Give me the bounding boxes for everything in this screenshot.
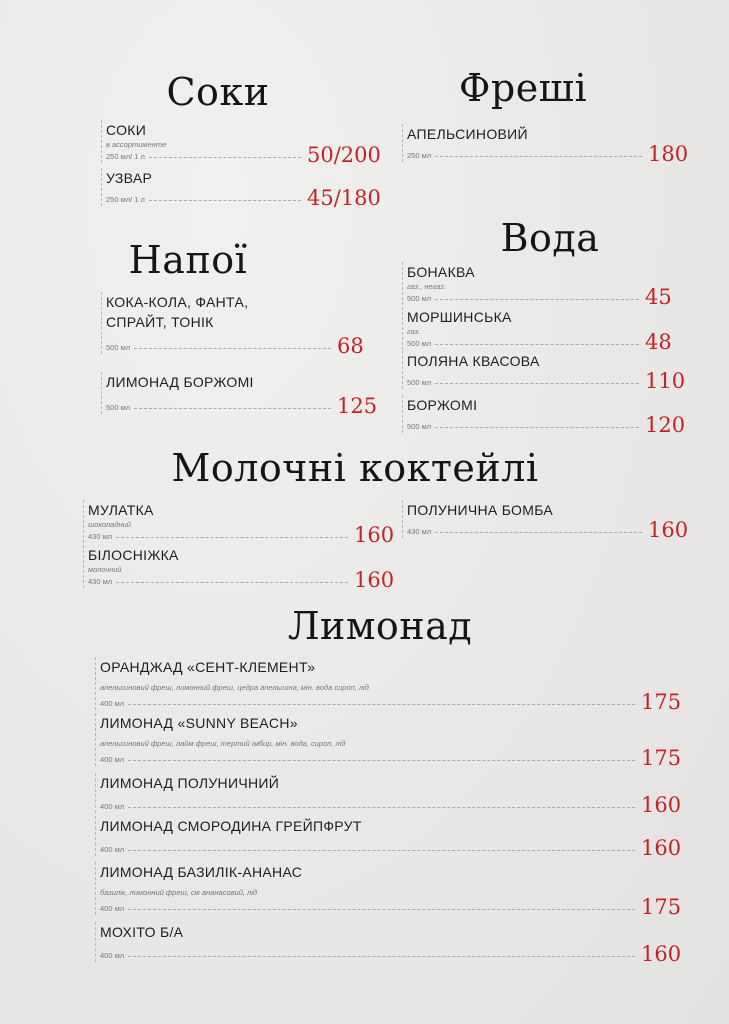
item-price: 160 [641,942,682,966]
item-volume: 400 мл [100,699,125,708]
menu-item [101,168,381,210]
item-name: ПОЛУНИЧНА БОМБА [407,502,554,518]
item-note: шоколадний [88,520,131,529]
menu-item [83,500,395,547]
menu-item [402,307,672,354]
item-price: 175 [641,746,682,770]
item-volume: 500 мл [407,339,432,348]
item-name: ПОЛЯНА КВАСОВА [407,353,540,369]
item-volume: 250 мл/ 1 л [106,152,145,161]
leader-dots [128,956,635,957]
item-volume: 400 мл [100,904,125,913]
item-volume: 430 мл [88,532,113,541]
menu-item [101,372,378,418]
leader-dots [149,200,301,201]
leader-dots [128,850,635,851]
menu-item [402,262,672,309]
item-volume: 500 мл [407,378,432,387]
menu-item [402,351,686,393]
item-name: БІЛОСНІЖКА [88,547,179,563]
menu-item [95,657,682,714]
item-volume: 500 мл [407,294,432,303]
menu-item [402,395,686,437]
leader-dots [128,909,635,910]
item-price: 45/180 [307,186,381,210]
item-name: АПЕЛЬСИНОВИЙ [407,126,528,142]
item-price: 160 [641,793,682,817]
section-title-water: Вода [500,216,600,260]
item-name: ЛИМОНАД «SUNNY BEACH» [100,715,298,731]
leader-dots [128,760,635,761]
item-volume: 430 мл [88,577,113,586]
item-name: СОКИ [106,122,147,138]
item-volume: 250 мл/ 1 л [106,195,145,204]
item-price: 48 [645,330,672,354]
item-price: 110 [645,369,686,393]
item-volume: 500 мл [106,343,131,352]
item-note: апельсиновий фреш, лайм фреш, тертий імбир, мін. вода, сироп, лід [100,739,346,748]
item-volume: 500 мл [407,422,432,431]
item-volume: 250 мл [407,151,432,160]
item-volume: 400 мл [100,802,125,811]
menu-item [95,773,682,817]
item-name: МОРШИНСЬКА [407,309,512,325]
item-price: 50/200 [307,143,381,167]
item-volume: 400 мл [100,845,125,854]
leader-dots [128,807,635,808]
leader-dots [128,704,635,705]
item-name: ОРАНДЖАД «СЕНТ-КЛЕМЕНТ» [100,659,316,675]
leader-dots [435,299,639,300]
leader-dots [149,157,301,158]
item-price: 125 [337,394,378,418]
menu-item [101,120,381,167]
menu-item [95,713,682,770]
item-name: УЗВАР [106,170,153,186]
item-price: 175 [641,690,682,714]
item-note: апельсиновий фреш, лимонний фреш, цедра апельсина, мін. вода сироп, лід [100,683,369,692]
item-note: газ., негаз. [407,282,446,291]
item-name: ЛИМОНАД ПОЛУНИЧНИЙ [100,775,280,791]
item-name: БОНАКВА [407,264,475,280]
item-price: 45 [645,285,672,309]
item-note: в ассортименте [106,140,167,149]
menu-item [95,862,682,919]
item-name: ЛИМОНАД БАЗИЛІК-АНАНАС [100,864,303,880]
leader-dots [435,427,639,428]
leader-dots [116,537,348,538]
item-note: базилік, лимонний фреш, сік ананасовий, лід [100,888,258,897]
menu-item [101,292,364,358]
item-name: ЛИМОНАД БОРЖОМІ [106,374,254,390]
item-price: 180 [648,142,689,166]
menu-item [95,922,682,966]
section-title-milkshakes: Молочні коктейлі [171,446,539,490]
item-name: БОРЖОМІ [407,397,478,413]
item-price: 175 [641,895,682,919]
leader-dots [435,156,642,157]
item-price: 160 [641,836,682,860]
leader-dots [134,348,331,349]
item-price: 160 [354,568,395,592]
leader-dots [116,582,348,583]
item-price: 120 [645,413,686,437]
item-price: 160 [354,523,395,547]
leader-dots [435,344,639,345]
item-name: ЛИМОНАД СМОРОДИНА ГРЕЙПФРУТ [100,818,362,834]
item-note: молочний [88,565,122,574]
menu-item [402,124,689,166]
item-volume: 500 мл [106,403,131,412]
section-title-juices: Соки [166,70,270,114]
menu-item [402,500,689,542]
item-price: 160 [648,518,689,542]
section-title-lemonade: Лимонад [287,604,473,648]
leader-dots [435,383,639,384]
section-title-drinks: Напої [128,238,248,282]
leader-dots [134,408,331,409]
item-name: МУЛАТКА [88,502,154,518]
item-volume: 430 мл [407,527,432,536]
leader-dots [435,532,642,533]
section-title-fresh: Фреші [458,66,588,110]
menu-item [83,545,395,592]
item-volume: 400 мл [100,951,125,960]
item-volume: 400 мл [100,755,125,764]
item-name: КОКА-КОЛА, ФАНТА, СПРАЙТ, ТОНІК [106,294,249,330]
menu-item [95,816,682,860]
item-name: МОХІТО Б/А [100,924,184,940]
item-note: газ. [407,327,421,336]
item-price: 68 [337,334,364,358]
